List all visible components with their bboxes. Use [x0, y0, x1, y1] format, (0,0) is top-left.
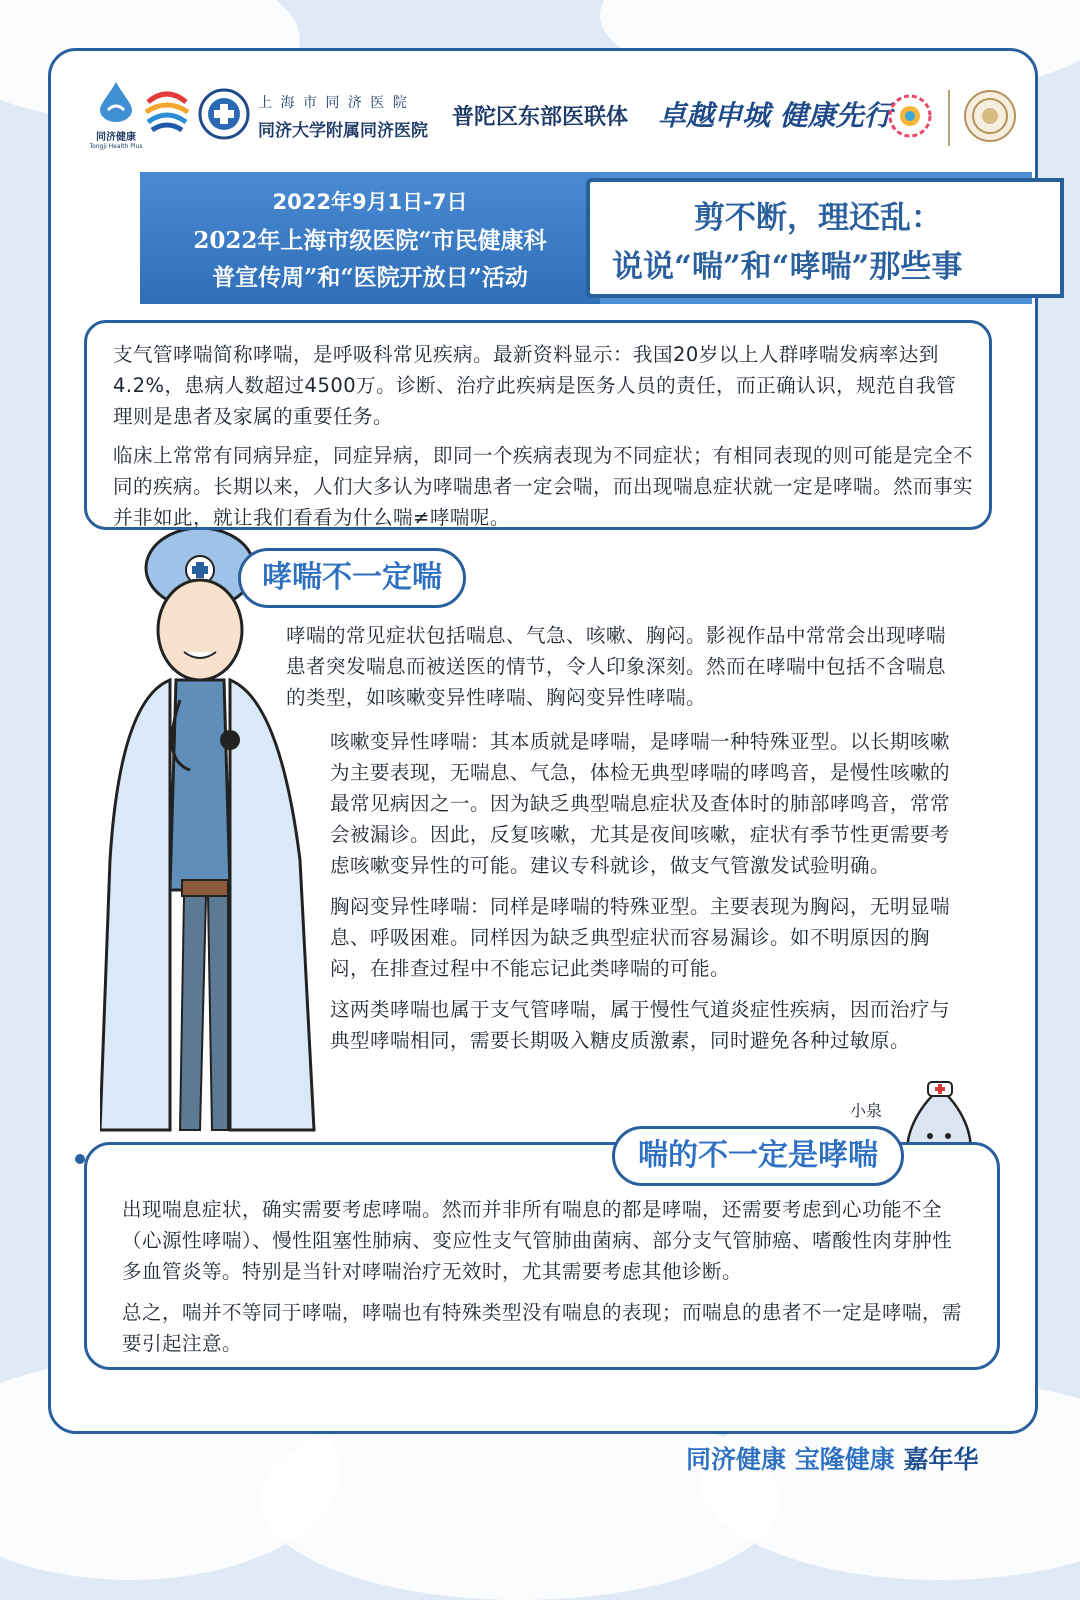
footer-brands	[686, 1440, 978, 1476]
shh-emblem-icon	[886, 92, 934, 144]
water-drop-icon	[94, 80, 138, 124]
intro-card	[84, 320, 992, 530]
article-title-box	[586, 178, 1064, 298]
event-title-line1: 2022年上海市级医院“市民健康科	[193, 227, 547, 254]
footer-brand-tongji: 同济健康	[686, 1445, 787, 1474]
article-title-line2: 说说“喘”和“哮喘”那些事	[612, 249, 963, 285]
event-title-line2: 普宣传周”和“医院开放日”活动	[212, 264, 528, 291]
slogan: 卓越申城 健康先行	[658, 99, 892, 132]
section1-body	[286, 620, 954, 713]
section1-subtypes	[330, 726, 954, 1056]
consortium-name: 普陀区东部医联体	[452, 104, 629, 130]
section2-title: 喘的不一定是哮喘	[638, 1138, 878, 1173]
section1-title: 哮喘不一定喘	[262, 560, 442, 595]
tongji-health-sub: Tongji Health Plus	[89, 143, 143, 150]
medal-emblem-icon	[962, 88, 1018, 148]
intro-paragraph-2: 临床上常常有同病异症，同症异病，即同一个疾病表现为不同症状；有相同表现的则可能是完全不同的疾病。长期以来，人们大多认为哮喘患者一定会喘，而出现喘息症状就一定是哮喘。然而事实并非如此，就让我们看看为什么喘≠哮喘呢。	[113, 444, 974, 529]
section2-paragraph-2: 总之，喘并不等同于哮喘，哮喘也有特殊类型没有喘息的表现；而喘息的患者不一定是哮喘，需要引起注意。	[122, 1301, 963, 1355]
divider	[948, 90, 950, 146]
section2-paragraph-1: 出现喘息症状，确实需要考虑哮喘。然而并非所有喘息的都是哮喘，还需要考虑到心功能不全（心源性哮喘）、慢性阻塞性肺病、变应性支气管肺曲菌病、部分支气管肺癌、嗜酸性肉芽肿性多血管炎等。特别是当针对哮喘治疗无效时，尤其需要考虑其他诊断。	[122, 1198, 953, 1283]
section2-body	[122, 1194, 968, 1359]
logo-bar	[80, 78, 1020, 158]
tongji-health-logo	[88, 80, 144, 150]
chest-tightness-variant-paragraph: 胸闷变异性哮喘：同样是哮喘的特殊亚型。主要表现为胸闷，无明显喘息、呼吸困难。同样因为缺乏典型症状而容易漏诊。如不明原因的胸闷，在排查过程中不能忘记此类哮喘的可能。	[330, 895, 951, 980]
swirl-logo	[142, 90, 192, 140]
event-date: 2022年9月1日-7日	[272, 190, 468, 214]
tongji-health-label: 同济健康	[96, 132, 136, 143]
article-title-line1: 剪不断，理还乱：	[694, 200, 942, 236]
footer-brand-carnival: 嘉年华	[903, 1445, 979, 1474]
cough-variant-paragraph: 咳嗽变异性哮喘：其本质就是哮喘，是哮喘一种特殊亚型。以长期咳嗽为主要表现，无喘息、气急，体检无典型哮喘的哮鸣音，是慢性咳嗽的最常见病因之一。因为缺乏典型喘息症状及查体时的肺部哮鸣音，常常会被漏诊。因此，反复咳嗽，尤其是夜间咳嗽，症状有季节性更需要考虑咳嗽变异性的可能。建议专科就诊，做支气管激发试验明确。	[330, 730, 951, 877]
intro-paragraph-1: 支气管哮喘简称哮喘，是呼吸科常见疾病。最新资料显示：我国20岁以上人群哮喘发病率达到4.2%，患病人数超过4500万。诊断、治疗此疾病是医务人员的责任，而正确认识，规范自我管理则是患者及家属的重要任务。	[113, 343, 957, 428]
section1-paragraph-1: 哮喘的常见症状包括喘息、气急、咳嗽、胸闷。影视作品中常常会出现哮喘患者突发喘息而被送医的情节，令人印象深刻。然而在哮喘中包括不含喘息的类型，如咳嗽变异性哮喘、胸闷变异性哮喘。	[286, 624, 947, 709]
section1-tag	[238, 548, 466, 608]
hospital-name-line1: 上 海 市 同 济 医 院	[258, 95, 409, 111]
mascot-name: 小泉	[850, 1101, 883, 1120]
hospital-seal-icon	[198, 88, 250, 144]
hospital-name-line2: 同济大学附属同济医院	[258, 121, 428, 141]
section2-tag	[612, 1126, 904, 1186]
footer-brand-baolong: 宝隆健康	[794, 1445, 895, 1474]
event-banner	[140, 172, 600, 304]
hospital-name	[258, 92, 428, 141]
treatment-paragraph: 这两类哮喘也属于支气管哮喘，属于慢性气道炎症性疾病，因而治疗与典型哮喘相同，需要长期吸入糖皮质激素，同时避免各种过敏原。	[330, 998, 951, 1052]
